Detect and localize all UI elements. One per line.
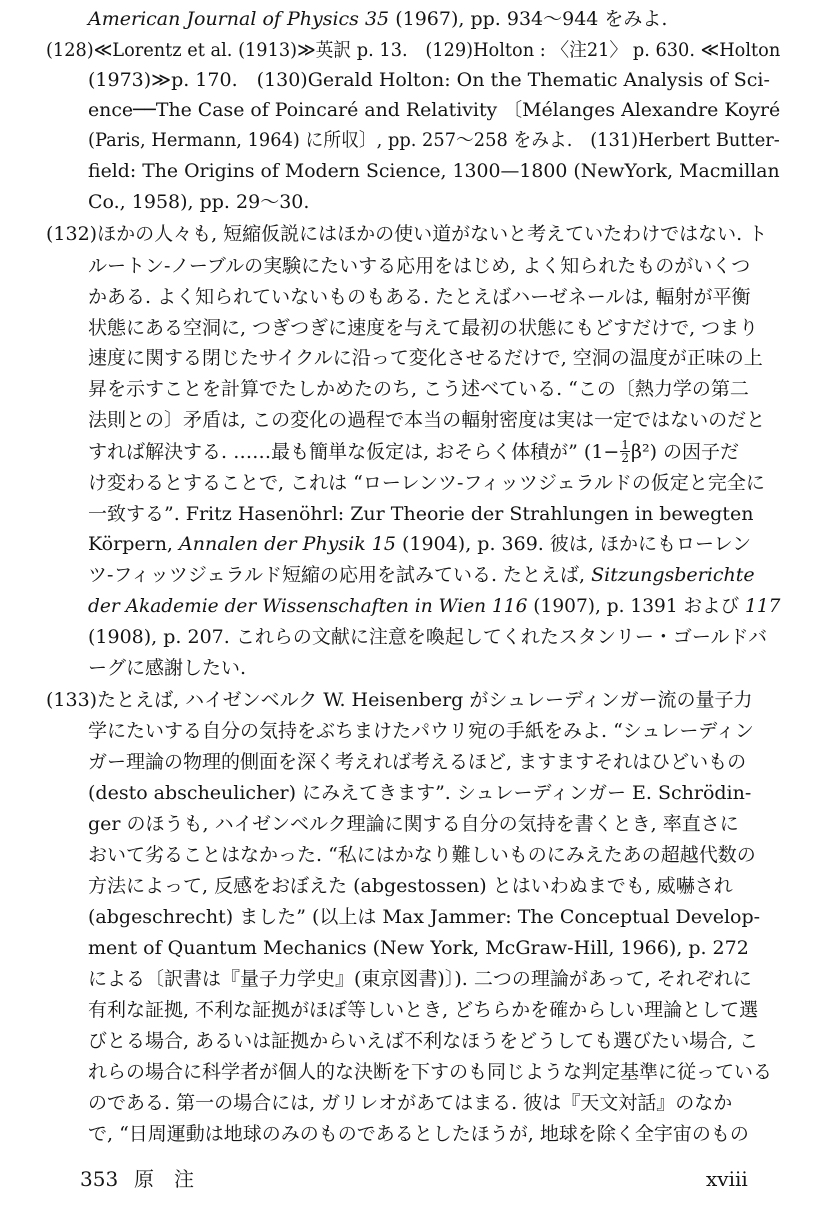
text-line-content	[88, 842, 756, 868]
text-line-content	[88, 811, 739, 837]
text-run: (128)≪Lorentz et al. (1913)≫英訳 p. 13. (129)Holton : 〈注21〉 p. 630. ≪Holton	[46, 39, 781, 61]
italic-text: American Journal of Physics 35	[88, 8, 390, 30]
text-line-content	[88, 624, 767, 650]
italic-text: 117	[745, 595, 781, 617]
text-run: け変わるとすることで, これは “ローレンツ-フィッツジェラルドの仮定と完全に	[88, 472, 765, 494]
text-run: ガー理論の物理的側面を深く考えれば考えるほど, ますますそれはひどいもの	[88, 751, 747, 773]
text-run: ーグに感謝したい.	[88, 657, 247, 679]
text-run: 状態にある空洞に, つぎつぎに速度を与えて最初の状態にもどすだけで, つまり	[88, 317, 759, 339]
text-line-content	[88, 562, 755, 588]
text-run: 有利な証拠, 不利な証拠がほぼ等しいとき, どちらかを確からしい理論として選	[88, 999, 759, 1021]
text-line-content	[88, 67, 770, 93]
text-run: すれば解決する. ……最も簡単な仮定は, おそらく体積が” (1−	[88, 441, 620, 463]
text-line-content	[88, 345, 763, 371]
text-line-content	[88, 127, 780, 153]
text-line-content	[88, 718, 754, 744]
text-run: ルートン-ノーブルの実験にたいする応用をはじめ, よく知られたものがいくつ	[88, 255, 751, 277]
fraction	[620, 439, 630, 464]
text-line-content	[88, 407, 765, 433]
text-run: 方法によって, 反感をおぼえた (abgestossen) とはいわぬまでも, 威嚇され	[88, 875, 733, 897]
text-run: (Paris, Hermann, 1964) に所収〕, pp. 257～258 をみよ. (131)Herbert Butter-	[88, 129, 780, 151]
text-run: のである. 第一の場合には, ガリレオがあてはまる. 彼は『天文対話』のなか	[88, 1092, 733, 1114]
text-run: (1908), p. 207. これらの文献に注意を喚起してくれたスタンリー・ゴールドバ	[88, 626, 768, 648]
text-line-content	[88, 158, 780, 184]
text-run: (1973)≫p. 170. (130)Gerald Holton: On the Thematic Analysis of Sci-	[88, 69, 770, 91]
text-run: による〔訳書は『量子力学史』(東京図書)〕). 二つの理論があって, それぞれに	[88, 968, 752, 990]
text-run: 法則との〕矛盾は, この変化の過程で本当の輻射密度は実は一定ではないのだと	[88, 409, 766, 431]
text-line-content	[88, 97, 780, 123]
text-line-content	[88, 1028, 758, 1054]
text-run: かある. よく知られていないものもある. たとえばハーゼネールは, 輻射が平衡	[88, 286, 751, 308]
text-line-content	[46, 37, 780, 63]
text-line-content	[88, 501, 753, 527]
text-line-content	[88, 439, 739, 465]
text-run: (abgeschrecht) ました” (以上は Max Jammer: The Conceptual Develop-	[88, 906, 761, 928]
italic-text: Sitzungsberichte	[591, 564, 755, 586]
text-run: Co., 1958), pp. 29～30.	[88, 191, 310, 213]
text-line-content	[88, 189, 309, 215]
text-line-content	[88, 470, 765, 496]
text-run: ment of Quantum Mechanics (New York, McGraw-Hill, 1966), p. 272	[88, 937, 749, 959]
text-run: Körpern,	[88, 533, 180, 555]
italic-text: der Akademie der Wissenschaften in Wien 116	[88, 595, 528, 617]
text-run: ツ-フィッツジェラルド短縮の応用を試みている. たとえば,	[88, 564, 592, 586]
text-line-content	[88, 1121, 749, 1147]
text-run: 一致する”. Fritz Hasenöhrl: Zur Theorie der Strahlungen in bewegten	[88, 503, 754, 525]
text-run: (1907), p. 1391 および	[527, 595, 746, 617]
text-line-content	[88, 997, 758, 1023]
text-run: β²) の因子だ	[630, 441, 740, 463]
text-run: おいて劣ることはなかった. “私にはかなり難しいものにみえたあの超越代数の	[88, 844, 756, 866]
text-line-content	[88, 780, 751, 806]
text-line-content	[88, 6, 667, 32]
text-line-content	[88, 315, 758, 341]
text-run: 学にたいする自分の気持をぶちまけたパウリ宛の手紙をみよ. “シュレーディン	[88, 720, 754, 742]
text-line-content	[88, 873, 733, 899]
text-line-content	[88, 904, 760, 930]
text-line-content	[88, 966, 752, 992]
text-run: で, “日周運動は地球のみのものであるとしたほうが, 地球を除く全宇宙のもの	[88, 1123, 749, 1145]
text-run: ence──The Case of Poincaré and Relativity 〔Mélanges Alexandre Koyré	[88, 99, 781, 121]
text-run: field: The Origins of Modern Science, 1300—1800 (NewYork, Macmillan	[88, 160, 780, 182]
text-line-content	[46, 221, 767, 247]
text-run: ger のほうも, ハイゼンベルク理論に関する自分の気持を書くとき, 率直さに	[88, 813, 739, 835]
text-line-content	[88, 749, 746, 775]
text-run: (1904), p. 369. 彼は, ほかにもローレン	[395, 533, 752, 555]
text-run: れらの場合に科学者が個人的な決断を下すのも同じような判定基準に従っている	[88, 1061, 773, 1083]
text-line-content	[46, 687, 752, 713]
text-line-content	[88, 531, 751, 557]
text-run: (132)ほかの人々も, 短縮仮説にはほかの使い道がないと考えていたわけではない. ト	[46, 223, 768, 245]
text-line-content	[88, 1090, 732, 1116]
text-line-content	[88, 593, 780, 619]
text-line-content	[88, 253, 750, 279]
text-run: (133)たとえば, ハイゼンベルク W. Heisenberg がシュレーディンガー流の量子力	[46, 689, 753, 711]
text-line-content	[88, 376, 749, 402]
footer-page-number: 353	[80, 1167, 119, 1191]
text-line-content	[88, 655, 246, 681]
fraction-denominator: 2	[621, 450, 629, 465]
text-run: 速度に関する閉じたサイクルに沿って変化させるだけで, 空洞の温度が正味の上	[88, 347, 763, 369]
text-run: 昇を示すことを計算でたしかめたのち, こう述べている. “この〔熱力学の第二	[88, 378, 749, 400]
text-run: (1967), pp. 934～944 をみよ.	[389, 8, 668, 30]
text-line-content	[88, 935, 749, 961]
text-line-content	[88, 1059, 772, 1085]
text-run: (desto abscheulicher) にみえてきます”. シュレーディンガー E. Schrödin-	[88, 782, 752, 804]
text-run: びとる場合, あるいは証拠からいえば不利なほうをどうしても選びたい場合, こ	[88, 1030, 759, 1052]
italic-text: Annalen der Physik 15	[179, 533, 396, 555]
footer-roman-page: xviii	[706, 1167, 748, 1191]
footer-section-title: 原 注	[134, 1167, 194, 1191]
text-line-content	[88, 284, 750, 310]
fraction-numerator: 1	[621, 437, 629, 452]
